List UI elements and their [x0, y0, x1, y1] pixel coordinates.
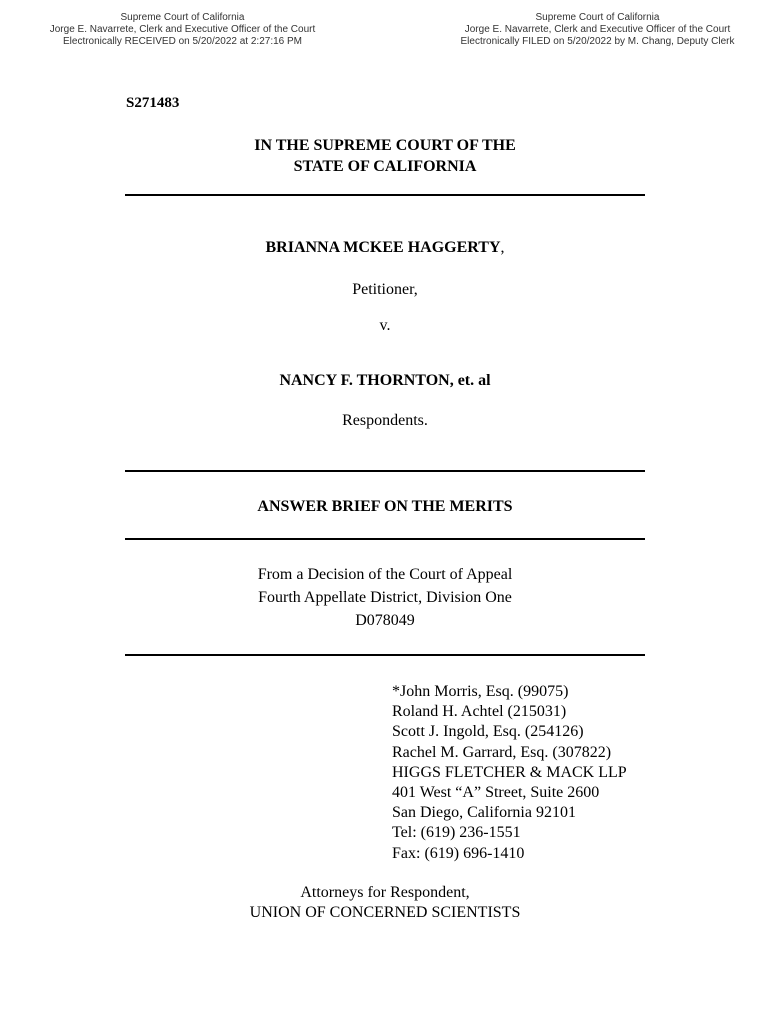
attorney-line: Rachel M. Garrard, Esq. (307822) [392, 743, 612, 761]
petitioner-name-line [125, 239, 645, 257]
respondent-name: NANCY F. THORNTON, et. al [279, 372, 491, 389]
filed-stamp-line: Supreme Court of California [535, 12, 660, 23]
appeal-info [125, 563, 645, 632]
petitioner-comma: , [500, 239, 505, 256]
filed-stamp-line: Electronically FILED on 5/20/2022 by M. Chang, Deputy Clerk [460, 36, 735, 47]
petitioner-name: BRIANNA MCKEE HAGGERTY [265, 239, 501, 256]
attorney-line: Roland H. Achtel (215031) [392, 703, 567, 721]
firm-fax: Fax: (619) 696-1410 [392, 844, 525, 862]
divider [125, 194, 645, 196]
attorney-block [392, 682, 627, 864]
filed-stamp [455, 12, 740, 48]
court-heading-line: STATE OF CALIFORNIA [293, 158, 477, 175]
counsel-for [125, 883, 645, 923]
divider [125, 470, 645, 472]
firm-city: San Diego, California 92101 [392, 804, 576, 822]
versus: v. [379, 317, 391, 334]
firm-address: 401 West “A” Street, Suite 2600 [392, 784, 600, 802]
divider [125, 538, 645, 540]
brief-title: ANSWER BRIEF ON THE MERITS [257, 498, 513, 515]
appeal-info-line: From a Decision of the Court of Appeal [257, 566, 513, 583]
case-number: S271483 [126, 95, 180, 111]
received-stamp [40, 12, 325, 48]
filed-stamp-line: Jorge E. Navarrete, Clerk and Executive Officer of the Court [464, 24, 731, 35]
appeal-docket-number: D078049 [355, 612, 415, 629]
court-heading-line: IN THE SUPREME COURT OF THE [254, 137, 516, 154]
respondent-role: Respondents. [342, 412, 428, 429]
counsel-for-line: Attorneys for Respondent, [300, 884, 470, 901]
petitioner-role: Petitioner, [352, 281, 418, 298]
firm-name: HIGGS FLETCHER & MACK LLP [392, 763, 627, 781]
divider [125, 654, 645, 656]
firm-phone: Tel: (619) 236-1551 [392, 824, 521, 842]
received-stamp-line: Supreme Court of California [120, 12, 245, 23]
court-heading [125, 135, 645, 177]
appeal-info-line: Fourth Appellate District, Division One [258, 589, 512, 606]
counsel-for-client: UNION OF CONCERNED SCIENTISTS [249, 904, 521, 921]
attorney-line: *John Morris, Esq. (99075) [392, 683, 569, 700]
attorney-line: Scott J. Ingold, Esq. (254126) [392, 723, 584, 741]
received-stamp-line: Electronically RECEIVED on 5/20/2022 at 2:27:16 PM [62, 36, 303, 47]
received-stamp-line: Jorge E. Navarrete, Clerk and Executive Officer of the Court [49, 24, 316, 35]
